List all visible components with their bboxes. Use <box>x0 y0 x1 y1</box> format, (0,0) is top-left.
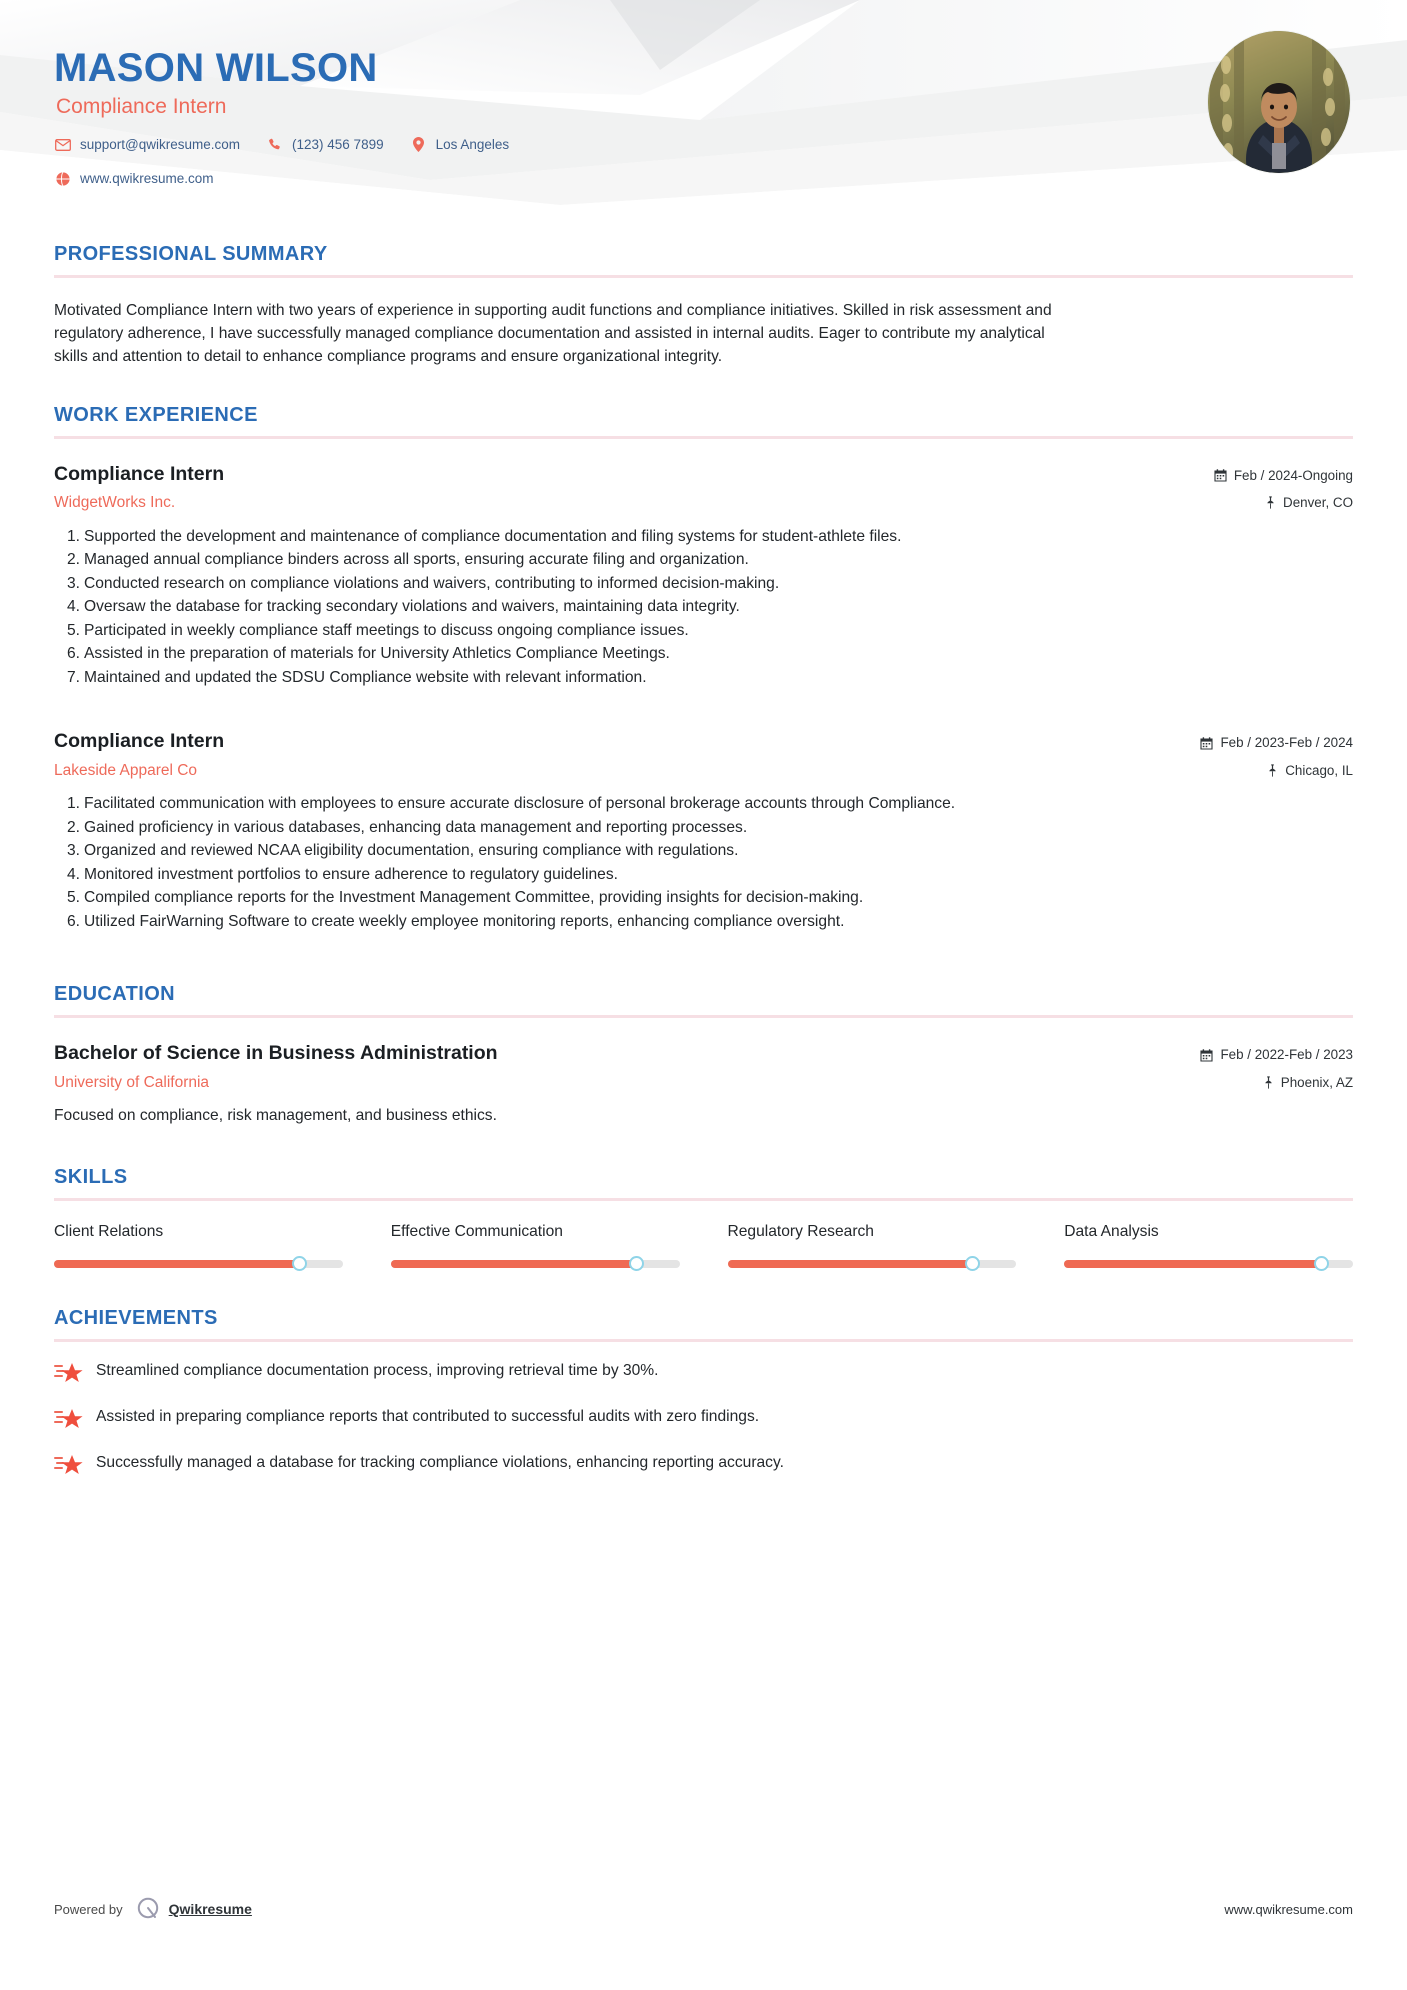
shooting-star-icon <box>54 1407 84 1431</box>
skill-item <box>54 1223 343 1268</box>
skill-progress-knob[interactable] <box>629 1256 644 1271</box>
skill-progress-track[interactable] <box>728 1260 1017 1268</box>
list-item <box>54 1452 1353 1477</box>
work-entry-left <box>54 463 1153 513</box>
skill-progress-track[interactable] <box>1064 1260 1353 1268</box>
calendar-icon <box>1200 737 1213 750</box>
section-title-achievements: ACHIEVEMENTS <box>54 1306 218 1329</box>
skill-progress-track[interactable] <box>54 1260 343 1268</box>
work-entry-meta <box>1153 463 1353 512</box>
work-entry-header <box>54 730 1353 780</box>
list-item: Oversaw the database for tracking secondary violations and waivers, maintaining data integrity. <box>84 598 740 616</box>
work-location-text: Chicago, IL <box>1285 762 1353 778</box>
work-dates-text: Feb / 2024-Ongoing <box>1233 467 1353 483</box>
list-item: Compiled compliance reports for the Investment Management Committee, providing insights for decision-making. <box>84 889 864 907</box>
skill-progress-track[interactable] <box>391 1260 680 1268</box>
location-pin-icon <box>410 137 427 152</box>
education-school: University of California <box>54 1073 210 1091</box>
contact-location-text: Los Angeles <box>435 137 510 152</box>
skill-item <box>728 1223 1017 1268</box>
section-title-skills: SKILLS <box>54 1166 128 1189</box>
skill-label: Regulatory Research <box>727 1223 874 1241</box>
section-divider <box>54 436 1353 439</box>
work-entry <box>54 730 1353 932</box>
section-divider <box>54 275 1353 278</box>
work-position: Compliance Intern <box>54 730 225 753</box>
shooting-star-icon <box>54 1361 84 1385</box>
calendar-icon <box>1200 1049 1213 1062</box>
list-item: Gained proficiency in various databases, enhancing data management and reporting processes. <box>84 818 748 836</box>
section-skills <box>54 1167 1353 1268</box>
summary-text: Motivated Compliance Intern with two years of experience in supporting audit functions and compliance initiatives. Skilled in risk assessment and regulatory adherence, I have successfully managed compliance documentation and assisted in internal audits. Eager to contribute my analytical skills and attention to detail to enhance compliance programs and ensure organizational integrity. <box>54 302 1052 365</box>
skill-item <box>1064 1223 1353 1268</box>
map-pin-icon <box>1267 764 1278 777</box>
section-achievements <box>54 1308 1353 1477</box>
skill-progress-fill <box>391 1260 636 1268</box>
list-item: Supported the development and maintenance of compliance documentation and filing systems for student-athlete files. <box>84 527 902 545</box>
section-divider <box>54 1339 1353 1342</box>
skill-progress-fill <box>54 1260 299 1268</box>
qwikresume-brand-link[interactable]: Qwikresume <box>168 1901 252 1917</box>
education-location <box>1153 1074 1353 1091</box>
list-item: Maintained and updated the SDSU Compliance website with relevant information. <box>84 668 647 686</box>
contact-row-primary <box>54 137 535 152</box>
section-work-experience <box>54 405 1353 933</box>
shooting-star-icon <box>54 1453 84 1477</box>
work-dates <box>1153 467 1353 484</box>
page-title: MASON WILSON <box>54 46 378 90</box>
list-item: Monitored investment portfolios to ensure adherence to regulatory guidelines. <box>84 865 618 883</box>
education-location-text: Phoenix, AZ <box>1280 1074 1353 1090</box>
contact-email[interactable] <box>54 137 240 152</box>
skill-progress-knob[interactable] <box>1314 1256 1329 1271</box>
phone-icon <box>266 137 283 152</box>
education-dates <box>1153 1046 1353 1063</box>
list-item: Managed annual compliance binders across all sports, ensuring accurate filing and organization. <box>84 551 749 569</box>
page-footer <box>0 1896 1407 1922</box>
work-company: Lakeside Apparel Co <box>54 761 198 779</box>
work-dates <box>1153 734 1353 751</box>
education-entry-left <box>54 1042 1153 1092</box>
map-pin-icon <box>1263 1076 1274 1089</box>
work-company: WidgetWorks Inc. <box>54 494 176 512</box>
envelope-icon <box>54 137 71 152</box>
education-entry <box>54 1042 1353 1127</box>
section-education <box>54 984 1353 1127</box>
contact-website[interactable] <box>54 171 214 186</box>
work-dates-text: Feb / 2023-Feb / 2024 <box>1220 735 1353 751</box>
avatar <box>1208 31 1350 173</box>
work-entry-meta <box>1153 730 1353 779</box>
education-description: Focused on compliance, risk management, and business ethics. <box>54 1107 497 1125</box>
work-entry <box>54 463 1353 689</box>
education-entry-meta <box>1153 1042 1353 1091</box>
list-item: Assisted in the preparation of materials for University Athletics Compliance Meetings. <box>84 645 670 663</box>
work-location-text: Denver, CO <box>1283 495 1353 511</box>
work-bullets <box>54 793 1353 932</box>
contact-phone-text: (123) 456 7899 <box>292 137 384 152</box>
skill-label: Client Relations <box>54 1223 164 1241</box>
footer-url[interactable]: www.qwikresume.com <box>1224 1901 1353 1917</box>
globe-icon <box>54 171 71 186</box>
list-item: Conducted research on compliance violations and waivers, contributing to informed decision-making. <box>84 574 780 592</box>
education-degree: Bachelor of Science in Business Administration <box>54 1042 498 1065</box>
contact-phone[interactable] <box>266 137 384 152</box>
achievement-text: Successfully managed a database for tracking compliance violations, enhancing reporting accuracy. <box>96 1453 784 1471</box>
contact-row-secondary <box>54 171 240 186</box>
skill-progress-knob[interactable] <box>965 1256 980 1271</box>
resume-header <box>0 0 1407 215</box>
skill-progress-fill <box>728 1260 973 1268</box>
job-role-subtitle: Compliance Intern <box>56 95 227 118</box>
work-bullets <box>54 526 1353 689</box>
section-title-education: EDUCATION <box>54 983 176 1006</box>
contact-website-text: www.qwikresume.com <box>80 171 214 186</box>
achievements-list <box>54 1360 1353 1477</box>
list-item <box>54 1360 1353 1385</box>
list-item: Utilized FairWarning Software to create weekly employee monitoring reports, enhancing compliance oversight. <box>84 912 845 930</box>
section-title-summary: PROFESSIONAL SUMMARY <box>54 243 328 265</box>
powered-by-label: Powered by <box>54 1901 123 1917</box>
achievement-text: Streamlined compliance documentation process, improving retrieval time by 30%. <box>96 1361 659 1379</box>
map-pin-icon <box>1265 496 1276 509</box>
contact-location <box>410 137 510 152</box>
skill-progress-fill <box>1064 1260 1321 1268</box>
calendar-icon <box>1214 469 1227 482</box>
work-position: Compliance Intern <box>54 462 225 485</box>
work-entry-header <box>54 463 1353 513</box>
contact-email-text: support@qwikresume.com <box>80 137 241 152</box>
skill-label: Effective Communication <box>390 1223 563 1241</box>
list-item: Participated in weekly compliance staff meetings to discuss ongoing compliance issues. <box>84 621 689 639</box>
work-location <box>1153 762 1353 779</box>
section-divider <box>54 1015 1353 1018</box>
powered-by <box>54 1896 252 1922</box>
work-location <box>1153 494 1353 511</box>
skill-item <box>391 1223 680 1268</box>
skills-grid <box>54 1223 1353 1268</box>
skill-progress-knob[interactable] <box>292 1256 307 1271</box>
section-divider <box>54 1198 1353 1201</box>
section-professional-summary <box>54 244 1353 369</box>
list-item <box>54 1406 1353 1431</box>
education-dates-text: Feb / 2022-Feb / 2023 <box>1220 1047 1353 1063</box>
list-item: Organized and reviewed NCAA eligibility documentation, ensuring compliance with regulations. <box>84 842 739 860</box>
work-entry-left <box>54 730 1153 780</box>
skill-label: Data Analysis <box>1064 1223 1159 1241</box>
list-item: Facilitated communication with employees to ensure accurate disclosure of personal brokerage accounts through Compliance. <box>84 795 956 813</box>
achievement-text: Assisted in preparing compliance reports that contributed to successful audits with zero findings. <box>96 1407 760 1425</box>
qwikresume-logo-icon <box>135 1896 161 1922</box>
section-title-work: WORK EXPERIENCE <box>54 403 258 426</box>
education-entry-header <box>54 1042 1353 1092</box>
resume-body <box>0 244 1407 1477</box>
